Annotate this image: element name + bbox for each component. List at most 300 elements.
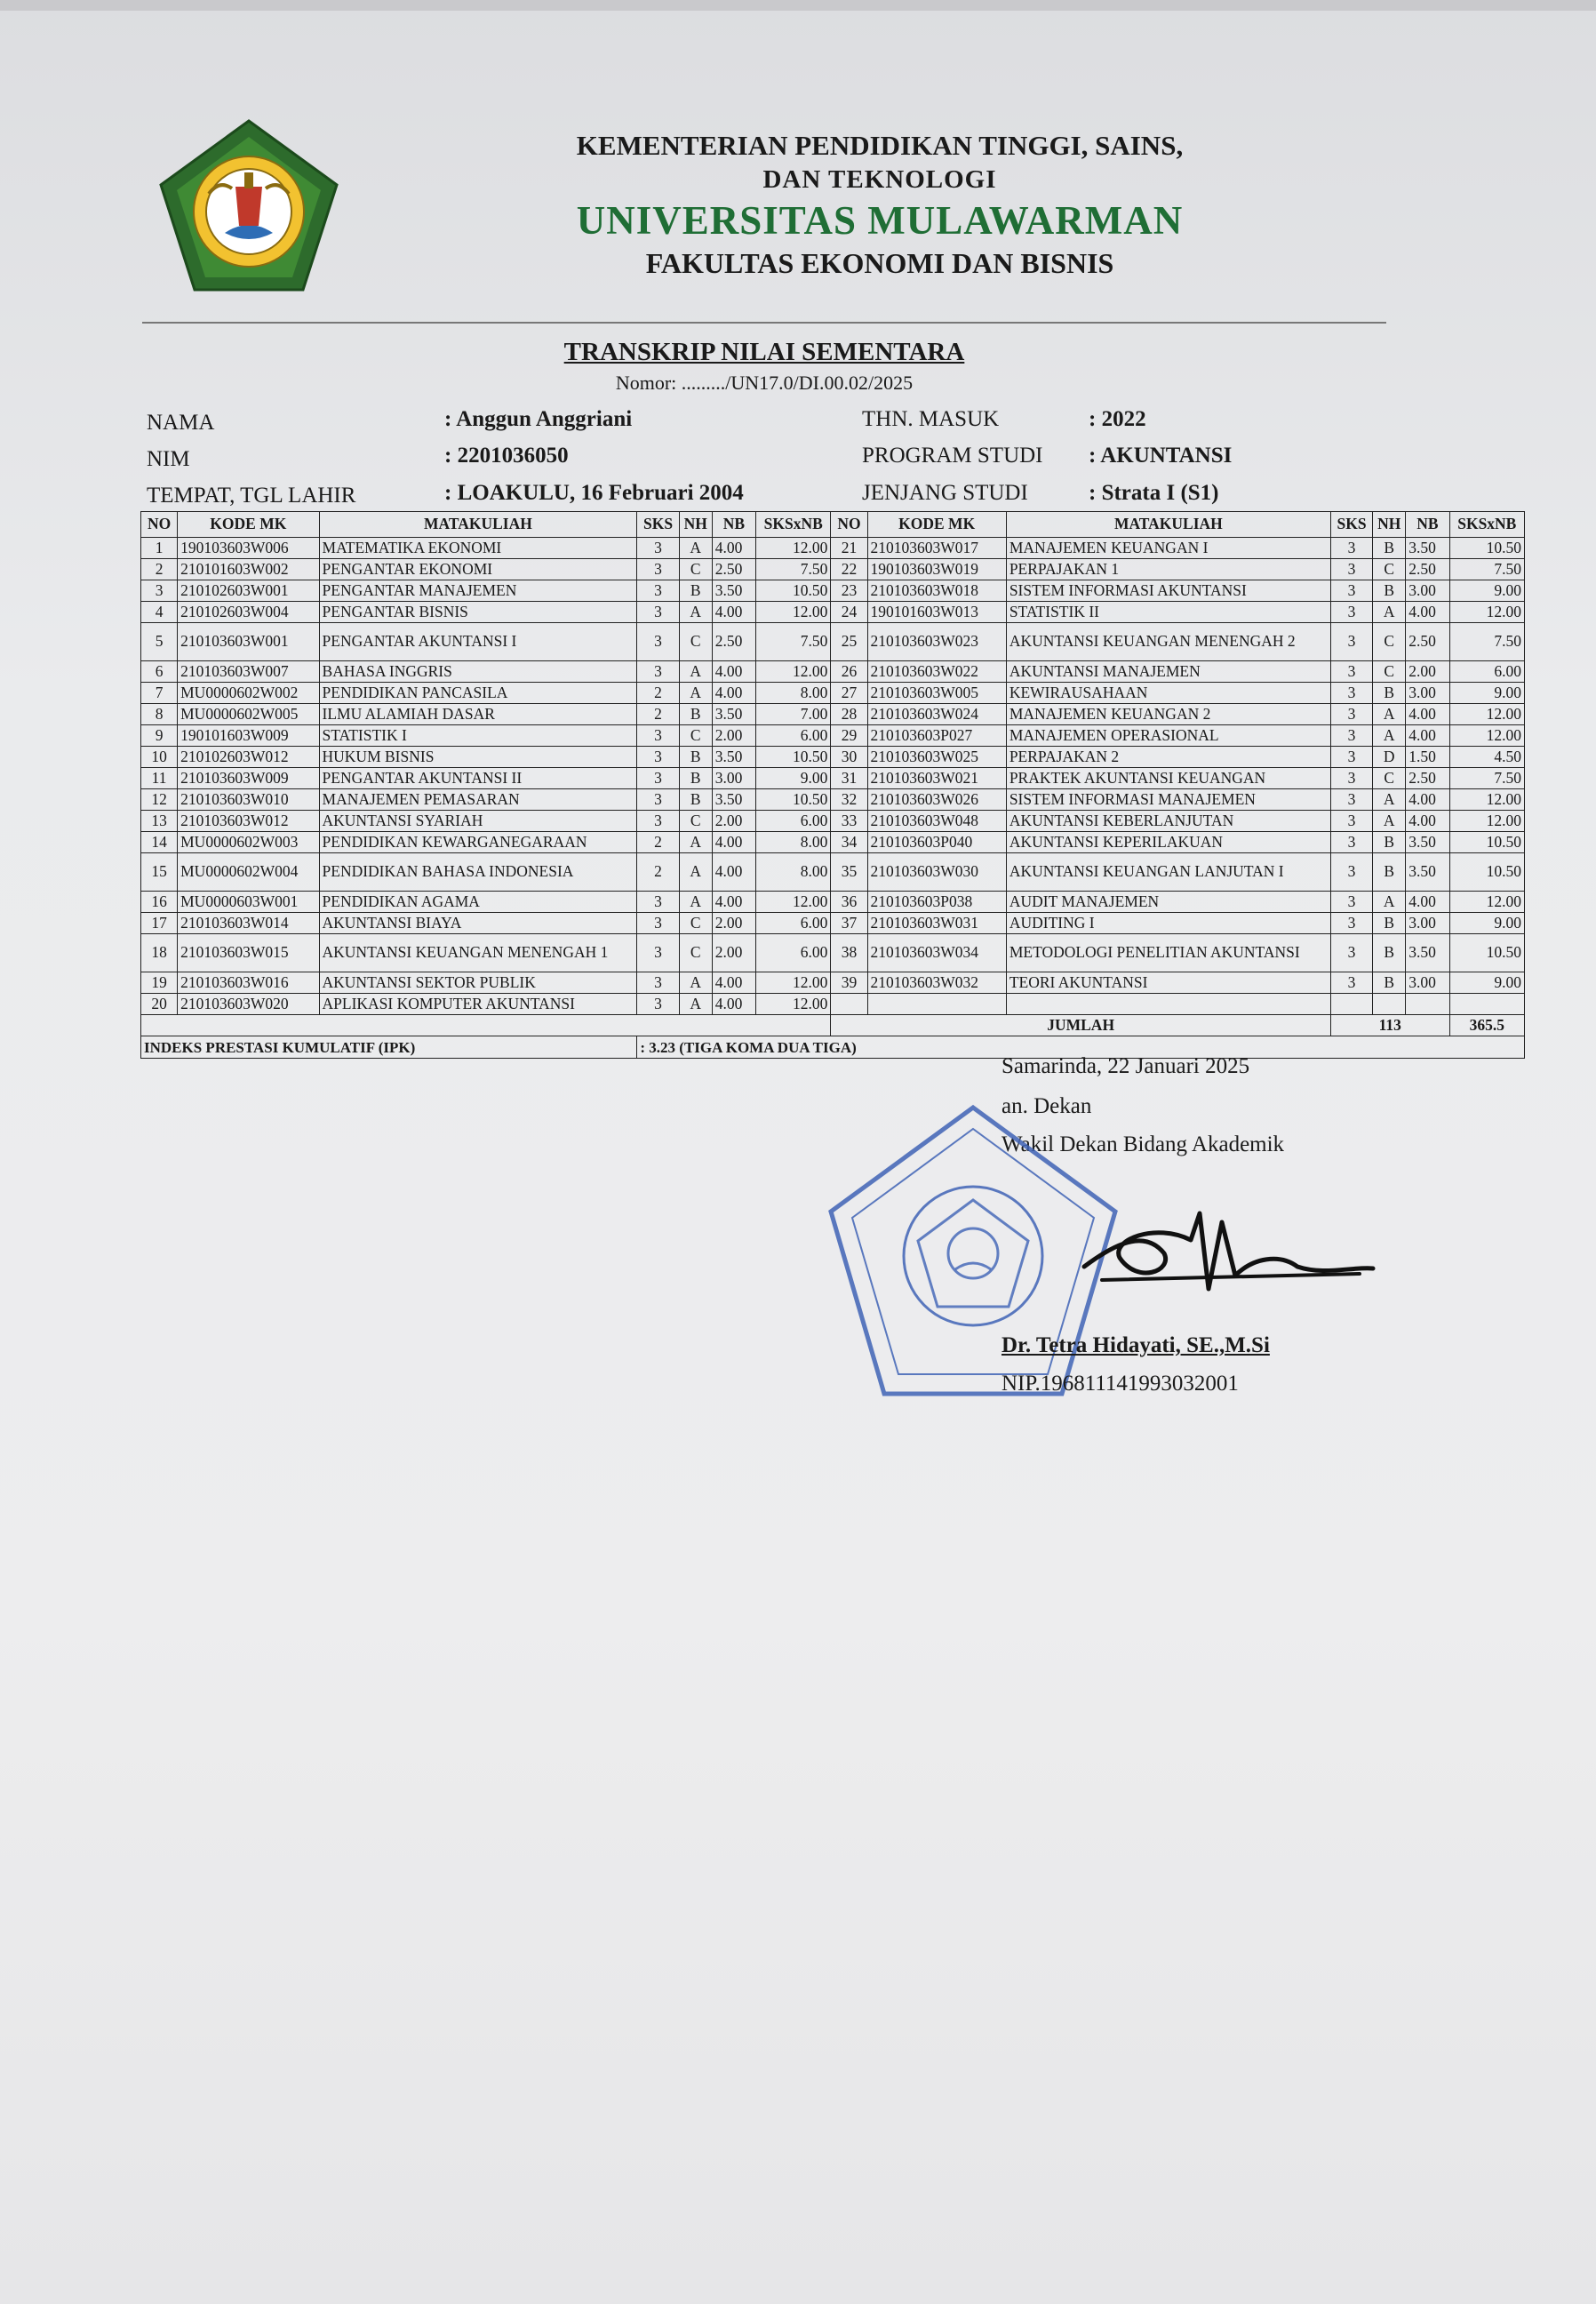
table-cell: C: [1373, 661, 1406, 683]
table-cell: 210103603W016: [178, 972, 319, 994]
table-row: [141, 853, 1525, 892]
table-row: [141, 538, 1525, 559]
table-cell: 12.00: [756, 538, 831, 559]
table-cell: 12.00: [1449, 704, 1524, 725]
table-cell: 7.50: [1449, 623, 1524, 661]
table-row: [141, 623, 1525, 661]
table-cell: 4.00: [712, 892, 755, 913]
table-cell: 12.00: [1449, 789, 1524, 811]
table-cell: 6.00: [756, 934, 831, 972]
table-cell: 1: [141, 538, 178, 559]
table-cell: 210103603W021: [867, 768, 1006, 789]
table-cell: 2.50: [1406, 559, 1449, 580]
ipk-row: [141, 1036, 1525, 1059]
table-cell: AKUNTANSI MANAJEMEN: [1006, 661, 1330, 683]
table-cell: 3: [1330, 725, 1372, 747]
table-row: [141, 704, 1525, 725]
table-cell: SISTEM INFORMASI MANAJEMEN: [1006, 789, 1330, 811]
table-cell: 210103603W031: [867, 913, 1006, 934]
table-cell: 25: [831, 623, 867, 661]
table-cell: 3.50: [1406, 538, 1449, 559]
table-cell: MATEMATIKA EKONOMI: [319, 538, 637, 559]
table-cell: 9: [141, 725, 178, 747]
table-cell: PENDIDIKAN PANCASILA: [319, 683, 637, 704]
table-cell: APLIKASI KOMPUTER AKUNTANSI: [319, 994, 637, 1015]
table-cell: 210103603W012: [178, 811, 319, 832]
table-cell: A: [679, 892, 712, 913]
table-cell: MU0000603W001: [178, 892, 319, 913]
col-header: NH: [679, 512, 712, 538]
table-cell: 3.50: [712, 580, 755, 602]
table-cell: 10.50: [1449, 853, 1524, 892]
table-cell: A: [1373, 602, 1406, 623]
table-cell: 5: [141, 623, 178, 661]
table-row: [141, 972, 1525, 994]
table-cell: AKUNTANSI SYARIAH: [319, 811, 637, 832]
col-header: SKS: [637, 512, 679, 538]
table-cell: 4.00: [712, 602, 755, 623]
col-header: MATAKULIAH: [319, 512, 637, 538]
table-cell: 210103603P038: [867, 892, 1006, 913]
masuk-value: : 2022: [1089, 407, 1146, 431]
table-cell: 21: [831, 538, 867, 559]
table-cell: C: [679, 811, 712, 832]
table-cell: 35: [831, 853, 867, 892]
table-cell: C: [679, 623, 712, 661]
table-cell: B: [1373, 538, 1406, 559]
table-cell: 3: [637, 538, 679, 559]
table-cell: 6.00: [756, 811, 831, 832]
table-cell: C: [1373, 623, 1406, 661]
table-cell: STATISTIK I: [319, 725, 637, 747]
table-cell: A: [679, 832, 712, 853]
table-cell: PRAKTEK AKUNTANSI KEUANGAN: [1006, 768, 1330, 789]
sign-role: Wakil Dekan Bidang Akademik: [1001, 1132, 1285, 1156]
ipk-label: INDEKS PRESTASI KUMULATIF (IPK): [141, 1036, 637, 1059]
table-cell: 210103603W048: [867, 811, 1006, 832]
table-cell: MU0000602W002: [178, 683, 319, 704]
table-cell: 31: [831, 768, 867, 789]
jumlah-row: [141, 1015, 1525, 1036]
table-cell: 3.00: [712, 768, 755, 789]
table-cell: A: [1373, 725, 1406, 747]
table-cell: 4.00: [1406, 811, 1449, 832]
table-cell: MU0000602W003: [178, 832, 319, 853]
table-cell: B: [1373, 934, 1406, 972]
table-cell: 9.00: [1449, 683, 1524, 704]
table-cell: AKUNTANSI SEKTOR PUBLIK: [319, 972, 637, 994]
table-cell: 210102603W012: [178, 747, 319, 768]
table-cell: 4.00: [1406, 602, 1449, 623]
table-cell: 210101603W002: [178, 559, 319, 580]
ttl-value: : LOAKULU, 16 Februari 2004: [444, 481, 744, 505]
table-cell: 3: [637, 768, 679, 789]
table-cell: [1373, 994, 1406, 1015]
table-cell: 2: [637, 853, 679, 892]
table-cell: 3: [637, 972, 679, 994]
table-cell: 190103603W019: [867, 559, 1006, 580]
table-cell: 3: [637, 661, 679, 683]
table-cell: 3.00: [1406, 580, 1449, 602]
table-cell: 3: [637, 602, 679, 623]
university-name: UNIVERSITAS MULAWARMAN: [576, 198, 1184, 243]
table-cell: AUDIT MANAJEMEN: [1006, 892, 1330, 913]
table-cell: 12.00: [756, 972, 831, 994]
table-cell: 210103603W023: [867, 623, 1006, 661]
table-cell: 210103603P027: [867, 725, 1006, 747]
table-cell: 2: [637, 832, 679, 853]
table-cell: 2.00: [712, 725, 755, 747]
jenjang-value: : Strata I (S1): [1089, 481, 1219, 505]
table-cell: MU0000602W004: [178, 853, 319, 892]
col-header: NO: [831, 512, 867, 538]
table-cell: 3.50: [1406, 853, 1449, 892]
table-cell: 10.50: [1449, 934, 1524, 972]
table-cell: 3.50: [1406, 934, 1449, 972]
table-cell: A: [1373, 789, 1406, 811]
ministry-line-1: KEMENTERIAN PENDIDIKAN TINGGI, SAINS,: [576, 130, 1184, 161]
table-row: [141, 747, 1525, 768]
table-cell: 6: [141, 661, 178, 683]
table-cell: 3: [1330, 853, 1372, 892]
table-cell: 4.00: [712, 853, 755, 892]
table-cell: C: [679, 559, 712, 580]
table-cell: 210103603W001: [178, 623, 319, 661]
table-cell: A: [679, 602, 712, 623]
table-cell: 3.50: [712, 704, 755, 725]
table-cell: PENDIDIKAN BAHASA INDONESIA: [319, 853, 637, 892]
table-cell: 11: [141, 768, 178, 789]
table-cell: 20: [141, 994, 178, 1015]
table-cell: 28: [831, 704, 867, 725]
table-cell: 29: [831, 725, 867, 747]
table-cell: 3: [1330, 789, 1372, 811]
table-cell: 2.00: [712, 934, 755, 972]
table-cell: 12.00: [1449, 725, 1524, 747]
table-cell: 8.00: [756, 853, 831, 892]
table-cell: 27: [831, 683, 867, 704]
table-cell: 18: [141, 934, 178, 972]
table-cell: 15: [141, 853, 178, 892]
table-cell: 2: [637, 704, 679, 725]
table-cell: 6.00: [756, 725, 831, 747]
jumlah-nb: 365.5: [1449, 1015, 1524, 1036]
table-cell: B: [679, 704, 712, 725]
table-cell: 12.00: [756, 602, 831, 623]
col-header: NB: [712, 512, 755, 538]
table-cell: 39: [831, 972, 867, 994]
table-cell: C: [679, 725, 712, 747]
table-cell: C: [1373, 768, 1406, 789]
table-cell: 6.00: [1449, 661, 1524, 683]
table-cell: 3: [1330, 602, 1372, 623]
jumlah-label: JUMLAH: [831, 1015, 1331, 1036]
table-cell: 12: [141, 789, 178, 811]
table-cell: [1449, 994, 1524, 1015]
table-cell: 3: [1330, 559, 1372, 580]
table-cell: 3: [1330, 768, 1372, 789]
table-cell: 4: [141, 602, 178, 623]
table-cell: 210103603W009: [178, 768, 319, 789]
table-cell: 3: [637, 994, 679, 1015]
top-edge-shadow: [0, 0, 1596, 11]
table-cell: 3: [1330, 538, 1372, 559]
table-cell: AKUNTANSI BIAYA: [319, 913, 637, 934]
table-row: [141, 725, 1525, 747]
table-cell: BAHASA INGGRIS: [319, 661, 637, 683]
table-cell: B: [679, 580, 712, 602]
table-cell: 7: [141, 683, 178, 704]
table-cell: 1.50: [1406, 747, 1449, 768]
table-cell: [1006, 994, 1330, 1015]
table-cell: 4.00: [712, 661, 755, 683]
table-cell: MANAJEMEN PEMASARAN: [319, 789, 637, 811]
table-cell: 10.50: [1449, 832, 1524, 853]
table-cell: 3: [1330, 913, 1372, 934]
table-row: [141, 934, 1525, 972]
prodi-label: PROGRAM STUDI: [862, 444, 1043, 468]
table-cell: 210103603W025: [867, 747, 1006, 768]
table-cell: 3: [637, 559, 679, 580]
table-cell: [1406, 994, 1449, 1015]
ministry-line-2: DAN TEKNOLOGI: [762, 165, 997, 194]
table-cell: SISTEM INFORMASI AKUNTANSI: [1006, 580, 1330, 602]
table-row: [141, 661, 1525, 683]
table-cell: 26: [831, 661, 867, 683]
table-cell: ILMU ALAMIAH DASAR: [319, 704, 637, 725]
table-cell: 210103603P040: [867, 832, 1006, 853]
table-row: [141, 789, 1525, 811]
table-cell: A: [679, 853, 712, 892]
table-cell: 3: [637, 747, 679, 768]
table-cell: 7.50: [1449, 559, 1524, 580]
table-cell: B: [1373, 972, 1406, 994]
table-cell: 10.50: [756, 580, 831, 602]
table-cell: 32: [831, 789, 867, 811]
table-cell: AUDITING I: [1006, 913, 1330, 934]
jumlah-spacer: [141, 1015, 831, 1036]
table-cell: 4.50: [1449, 747, 1524, 768]
table-cell: 10.50: [756, 789, 831, 811]
table-cell: 10.50: [756, 747, 831, 768]
table-cell: 190101603W013: [867, 602, 1006, 623]
table-cell: 3: [1330, 623, 1372, 661]
table-cell: 8.00: [756, 683, 831, 704]
table-cell: 2.50: [712, 623, 755, 661]
col-header: NB: [1406, 512, 1449, 538]
col-header: MATAKULIAH: [1006, 512, 1330, 538]
table-cell: 4.00: [712, 832, 755, 853]
transcript-table: [140, 511, 1525, 1059]
table-cell: 3: [1330, 892, 1372, 913]
table-cell: 8: [141, 704, 178, 725]
university-logo: [156, 117, 342, 295]
table-cell: 3.00: [1406, 972, 1449, 994]
table-cell: 7.00: [756, 704, 831, 725]
ipk-value: : 3.23 (TIGA KOMA DUA TIGA): [637, 1036, 1525, 1059]
signer-nip: NIP.196811141993032001: [1001, 1372, 1239, 1396]
masuk-label: THN. MASUK: [862, 407, 1000, 431]
table-cell: 4.00: [1406, 789, 1449, 811]
table-cell: AKUNTANSI KEBERLANJUTAN: [1006, 811, 1330, 832]
table-cell: 4.00: [712, 972, 755, 994]
table-cell: 7.50: [756, 559, 831, 580]
col-header: NO: [141, 512, 178, 538]
table-cell: AKUNTANSI KEUANGAN MENENGAH 1: [319, 934, 637, 972]
table-cell: B: [679, 747, 712, 768]
table-cell: PENGANTAR AKUNTANSI I: [319, 623, 637, 661]
sign-an: an. Dekan: [1001, 1094, 1092, 1118]
header-divider: [142, 322, 1386, 324]
table-cell: 3.00: [1406, 913, 1449, 934]
table-cell: 210103603W014: [178, 913, 319, 934]
table-cell: 12.00: [756, 994, 831, 1015]
table-cell: PENGANTAR BISNIS: [319, 602, 637, 623]
col-header: SKSxNB: [756, 512, 831, 538]
table-cell: A: [679, 972, 712, 994]
table-cell: 2.00: [712, 913, 755, 934]
table-cell: 9.00: [756, 768, 831, 789]
table-cell: 34: [831, 832, 867, 853]
table-cell: D: [1373, 747, 1406, 768]
table-cell: 3: [637, 580, 679, 602]
table-cell: 14: [141, 832, 178, 853]
table-cell: 2: [637, 683, 679, 704]
table-cell: 3.00: [1406, 683, 1449, 704]
table-cell: STATISTIK II: [1006, 602, 1330, 623]
table-row: [141, 559, 1525, 580]
table-cell: 23: [831, 580, 867, 602]
table-cell: 4.00: [1406, 725, 1449, 747]
table-row: [141, 811, 1525, 832]
table-cell: 3: [637, 623, 679, 661]
nim-label: NIM: [147, 447, 190, 471]
table-cell: 210103603W015: [178, 934, 319, 972]
table-cell: MANAJEMEN KEUANGAN I: [1006, 538, 1330, 559]
prodi-value: : AKUNTANSI: [1089, 444, 1233, 468]
col-header: SKS: [1330, 512, 1372, 538]
nim-value: : 2201036050: [444, 444, 569, 468]
table-cell: 3: [637, 913, 679, 934]
table-cell: 38: [831, 934, 867, 972]
table-cell: 2.00: [1406, 661, 1449, 683]
table-cell: 9.00: [1449, 972, 1524, 994]
table-cell: 210103603W024: [867, 704, 1006, 725]
table-cell: 22: [831, 559, 867, 580]
table-row: [141, 683, 1525, 704]
table-row: [141, 913, 1525, 934]
table-cell: 210103603W034: [867, 934, 1006, 972]
table-cell: 3.50: [1406, 832, 1449, 853]
table-cell: AKUNTANSI KEUANGAN MENENGAH 2: [1006, 623, 1330, 661]
table-cell: 3.50: [712, 747, 755, 768]
table-cell: 12.00: [756, 661, 831, 683]
table-cell: [831, 994, 867, 1015]
table-cell: TEORI AKUNTANSI: [1006, 972, 1330, 994]
sign-place-date: Samarinda, 22 Januari 2025: [1001, 1054, 1250, 1078]
table-cell: 210102603W001: [178, 580, 319, 602]
table-cell: 210102603W004: [178, 602, 319, 623]
table-row: [141, 892, 1525, 913]
table-cell: 19: [141, 972, 178, 994]
table-cell: 8.00: [756, 832, 831, 853]
table-cell: 210103603W018: [867, 580, 1006, 602]
jenjang-label: JENJANG STUDI: [862, 481, 1028, 505]
table-cell: 3.50: [712, 789, 755, 811]
table-cell: 210103603W007: [178, 661, 319, 683]
table-row: [141, 768, 1525, 789]
table-cell: AKUNTANSI KEUANGAN LANJUTAN I: [1006, 853, 1330, 892]
table-cell: MANAJEMEN OPERASIONAL: [1006, 725, 1330, 747]
table-cell: PENGANTAR EKONOMI: [319, 559, 637, 580]
table-cell: A: [1373, 811, 1406, 832]
table-row: [141, 832, 1525, 853]
table-cell: A: [679, 683, 712, 704]
table-cell: A: [679, 994, 712, 1015]
table-header-row: [141, 512, 1525, 538]
table-cell: 3: [637, 725, 679, 747]
table-cell: A: [679, 661, 712, 683]
table-cell: METODOLOGI PENELITIAN AKUNTANSI: [1006, 934, 1330, 972]
table-cell: 13: [141, 811, 178, 832]
table-cell: PENGANTAR MANAJEMEN: [319, 580, 637, 602]
table-cell: PENDIDIKAN AGAMA: [319, 892, 637, 913]
table-cell: 210103603W032: [867, 972, 1006, 994]
table-cell: 2: [141, 559, 178, 580]
col-header: SKSxNB: [1449, 512, 1524, 538]
table-cell: 12.00: [756, 892, 831, 913]
table-cell: 2.50: [1406, 623, 1449, 661]
table-cell: PERPAJAKAN 1: [1006, 559, 1330, 580]
table-cell: PERPAJAKAN 2: [1006, 747, 1330, 768]
table-cell: 24: [831, 602, 867, 623]
table-cell: 10.50: [1449, 538, 1524, 559]
table-cell: 3: [1330, 704, 1372, 725]
table-cell: B: [679, 789, 712, 811]
table-cell: 4.00: [1406, 892, 1449, 913]
table-cell: HUKUM BISNIS: [319, 747, 637, 768]
table-cell: 3: [141, 580, 178, 602]
signer-name: Dr. Tetra Hidayati, SE.,M.Si: [1001, 1333, 1270, 1357]
table-cell: AKUNTANSI KEPERILAKUAN: [1006, 832, 1330, 853]
table-cell: B: [1373, 580, 1406, 602]
faculty-name: FAKULTAS EKONOMI DAN BISNIS: [645, 247, 1114, 279]
table-cell: 3: [1330, 934, 1372, 972]
table-cell: 3: [637, 934, 679, 972]
table-cell: 17: [141, 913, 178, 934]
transcript-body: [141, 538, 1525, 1015]
table-cell: A: [1373, 892, 1406, 913]
document-number: Nomor: ........./UN17.0/DI.00.02/2025: [615, 372, 914, 394]
table-cell: [867, 994, 1006, 1015]
table-cell: 6.00: [756, 913, 831, 934]
table-cell: 2.50: [712, 559, 755, 580]
table-cell: B: [1373, 853, 1406, 892]
table-cell: 210103603W010: [178, 789, 319, 811]
table-cell: 210103603W030: [867, 853, 1006, 892]
table-cell: 4.00: [1406, 704, 1449, 725]
table-cell: 210103603W017: [867, 538, 1006, 559]
table-cell: 210103603W020: [178, 994, 319, 1015]
table-cell: 10: [141, 747, 178, 768]
table-cell: 4.00: [712, 683, 755, 704]
table-cell: 33: [831, 811, 867, 832]
nama-label: NAMA: [147, 411, 215, 435]
table-cell: 30: [831, 747, 867, 768]
table-cell: 3: [637, 892, 679, 913]
table-cell: MU0000602W005: [178, 704, 319, 725]
table-cell: 9.00: [1449, 580, 1524, 602]
